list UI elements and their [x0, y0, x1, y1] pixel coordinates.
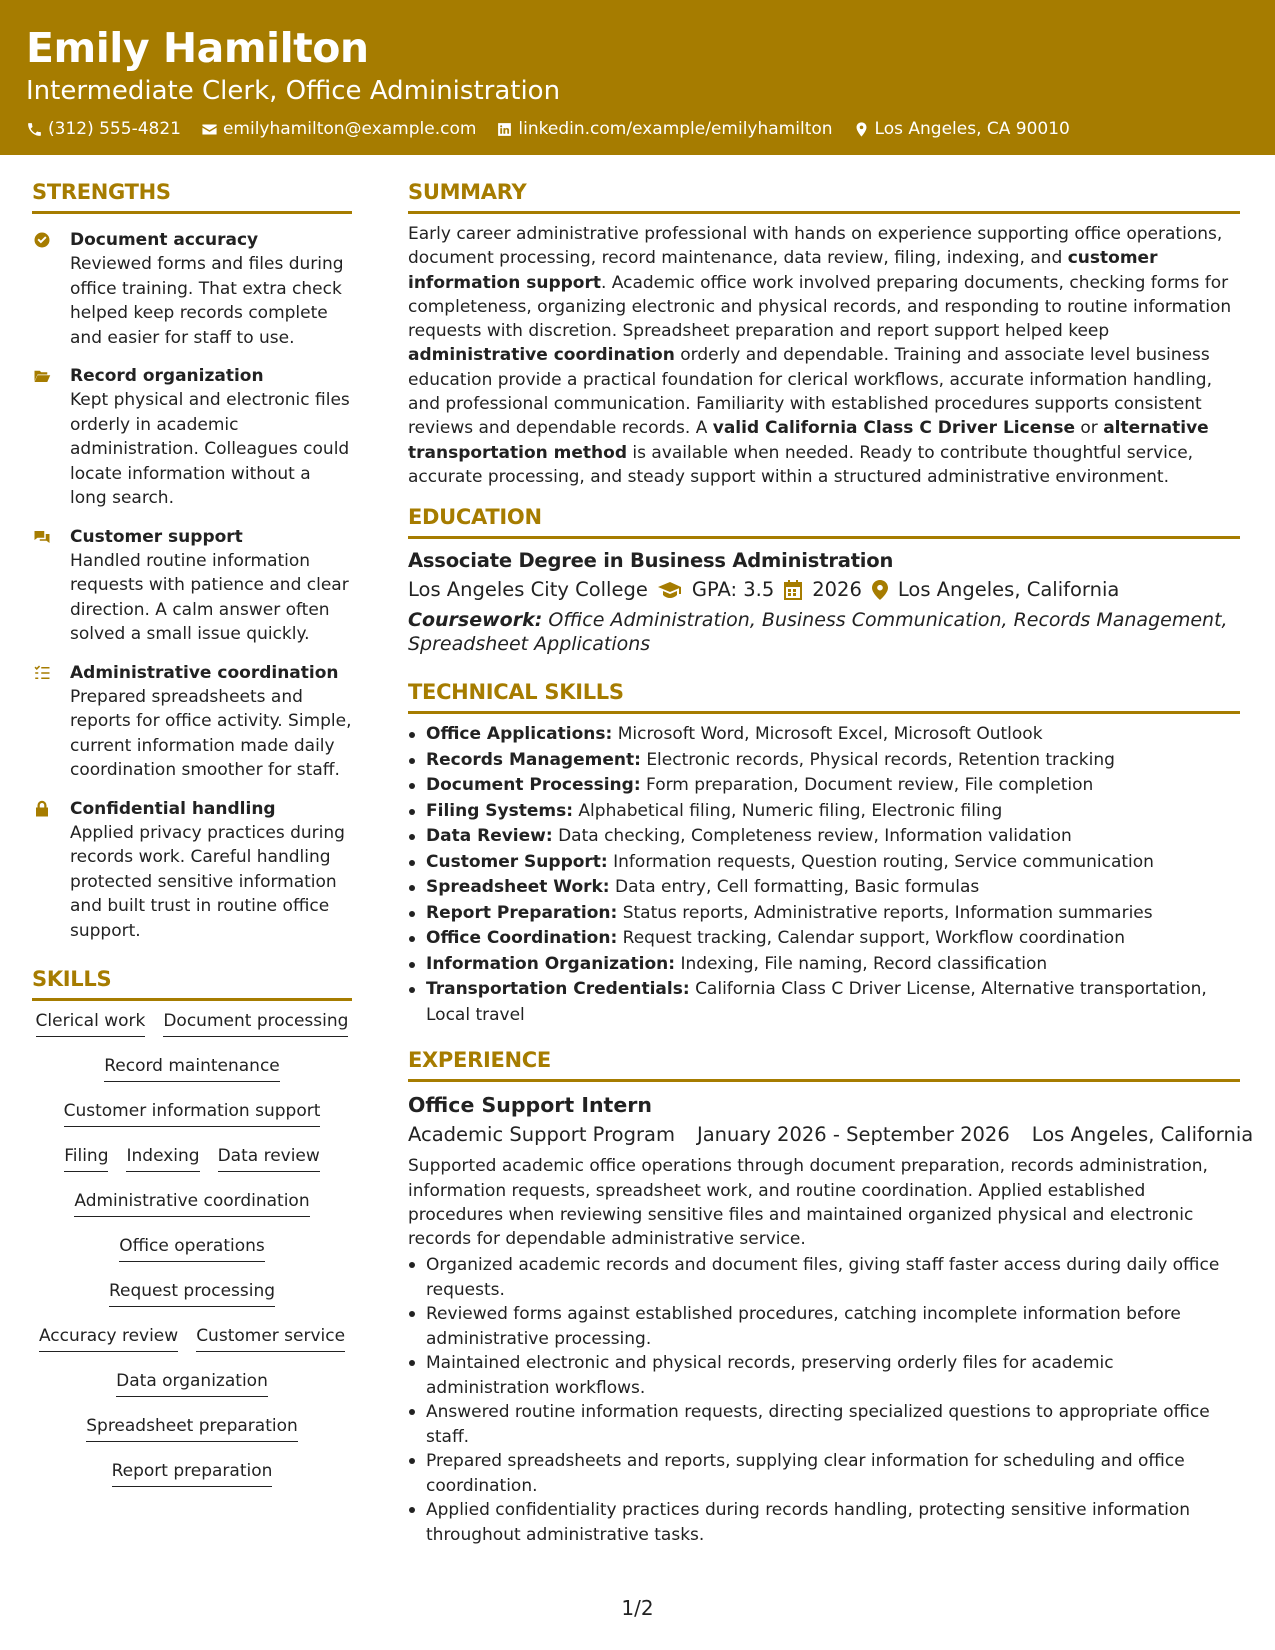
strength-desc: Prepared spreadsheets and reports for office activity. Simple, current information made daily coordination smoother for staff. — [70, 686, 352, 780]
skill-tag: Administrative coordination — [74, 1189, 309, 1217]
summary-highlight: valid California Class C Driver License — [712, 418, 1075, 439]
skill-tag: Clerical work — [36, 1009, 146, 1037]
map-pin-icon — [872, 580, 888, 600]
experience-bullet: Prepared spreadsheets and reports, supplying clear information for scheduling and office coordination. — [408, 1449, 1240, 1498]
contact-phone-text: (312) 555-4821 — [48, 119, 181, 139]
tech-skill-item — [408, 952, 1240, 978]
summary-heading: SUMMARY — [408, 178, 1240, 214]
tech-skill-value: Request tracking, Calendar support, Workflow coordination — [622, 928, 1125, 949]
skill-tag: Spreadsheet preparation — [86, 1414, 298, 1442]
strength-title: Confidential handling — [70, 798, 276, 819]
experience-bullets — [408, 1253, 1240, 1547]
education-coursework — [408, 608, 1240, 656]
tech-skill-item — [408, 799, 1240, 825]
coursework-label: Coursework: — [408, 609, 543, 632]
tech-skill-label: Filing Systems: — [426, 800, 574, 821]
experience-bullet: Maintained electronic and physical records, preserving orderly files for academic administration workflows. — [408, 1351, 1240, 1400]
folder-open-icon — [32, 367, 52, 385]
strengths-heading: STRENGTHS — [32, 178, 352, 214]
contact-linkedin[interactable] — [496, 118, 832, 140]
tech-skill-label: Data Review: — [426, 826, 553, 847]
strength-item — [32, 797, 352, 944]
education-year: 2026 — [812, 578, 862, 602]
strength-desc: Handled routine information requests with patience and clear direction. A calm answer often solved a small issue quickly. — [70, 550, 349, 644]
tech-skill-label: Information Organization: — [426, 953, 676, 974]
tech-skill-item — [408, 901, 1240, 927]
strength-item — [32, 661, 352, 783]
tech-skill-value: Form preparation, Document review, File completion — [646, 775, 1094, 796]
technical-skills-heading: TECHNICAL SKILLS — [408, 678, 1240, 714]
education-location: Los Angeles, California — [897, 578, 1120, 602]
tech-skill-value: California Class C Driver License, Alternative transportation, Local travel — [426, 979, 1207, 1025]
skill-tag: Document processing — [163, 1009, 348, 1037]
summary-highlight: customer information support — [408, 248, 1158, 293]
tech-skill-item — [408, 722, 1240, 748]
experience-heading: EXPERIENCE — [408, 1046, 1240, 1082]
comments-icon — [32, 528, 52, 546]
education-school: Los Angeles City College — [408, 578, 648, 602]
tech-skill-label: Report Preparation: — [426, 902, 618, 923]
coursework-list: Office Administration, Business Communication, Records Management, Spreadsheet Applications — [408, 609, 1228, 656]
tech-skill-item — [408, 824, 1240, 850]
summary-segment: Early career administrative professional with hands on experience supporting office operations, document processing, record maintenance, data review, filing, indexing, and — [408, 224, 1223, 269]
strength-title: Customer support — [70, 526, 243, 547]
lock-icon — [32, 800, 52, 818]
summary-segment: orderly and dependable. Training and associate level business education provide a practical foundation for clerical workflows, accurate information handling, and professional communication. Familiarity with established procedures supports consistent reviews and dependable records. A — [408, 345, 1212, 439]
tech-skill-value: Status reports, Administrative reports, Information summaries — [622, 902, 1153, 923]
tech-skill-value: Alphabetical filing, Numeric filing, Electronic filing — [578, 800, 1003, 821]
experience-company: Academic Support Program — [408, 1123, 675, 1147]
summary-highlight: alternative transportation method — [408, 418, 1209, 463]
tech-skill-value: Data entry, Cell formatting, Basic formulas — [615, 877, 980, 898]
linkedin-icon — [496, 121, 513, 138]
strength-desc: Kept physical and electronic files orderly in academic administration. Colleagues could locate information without a long search. — [70, 390, 350, 508]
tech-skill-value: Indexing, File naming, Record classification — [680, 953, 1048, 974]
experience-dates: January 2026 - September 2026 — [696, 1123, 1010, 1147]
skill-tag: Customer information support — [64, 1099, 321, 1127]
tech-skill-value: Information requests, Question routing, Service communication — [613, 851, 1154, 872]
education-degree: Associate Degree in Business Administration — [408, 549, 894, 573]
experience-details — [408, 1120, 1254, 1150]
skill-tag: Report preparation — [112, 1459, 273, 1487]
tech-skill-label: Spreadsheet Work: — [426, 877, 610, 898]
strength-desc: Applied privacy practices during records work. Careful handling protected sensitive information and built trust in routine office support. — [70, 822, 345, 941]
skill-tag: Customer service — [196, 1324, 345, 1352]
right-column — [408, 178, 1254, 1547]
strength-title: Document accuracy — [70, 230, 259, 250]
strength-title: Administrative coordination — [70, 662, 339, 683]
contact-location-text: Los Angeles, CA 90010 — [874, 119, 1070, 139]
tech-skill-label: Records Management: — [426, 749, 641, 770]
map-pin-icon — [853, 121, 870, 138]
tech-skill-item — [408, 875, 1240, 901]
candidate-title: Intermediate Clerk, Office Administration — [26, 76, 561, 106]
check-circle-icon — [32, 231, 52, 249]
contact-email[interactable] — [201, 118, 476, 140]
tech-skill-item — [408, 773, 1240, 799]
graduation-cap-icon — [658, 580, 682, 600]
skill-tag: Indexing — [126, 1144, 199, 1172]
education-details — [408, 575, 1240, 605]
strength-item — [32, 525, 352, 647]
skills-list — [32, 1009, 352, 1504]
summary-highlight: administrative coordination — [408, 345, 675, 366]
tech-skill-item — [408, 850, 1240, 876]
contact-bar — [26, 118, 1249, 140]
experience-bullet: Answered routine information requests, directing specialized questions to appropriate office staff. — [408, 1400, 1240, 1449]
tech-skill-label: Office Applications: — [426, 724, 613, 745]
strength-item — [32, 364, 352, 511]
tech-skill-label: Transportation Credentials: — [426, 979, 690, 1000]
experience-role: Office Support Intern — [408, 1093, 652, 1118]
strengths-list — [32, 228, 352, 943]
experience-bullet: Organized academic records and document files, giving staff faster access during daily office requests. — [408, 1253, 1240, 1302]
skill-tag: Data review — [218, 1144, 320, 1172]
education-heading: EDUCATION — [408, 503, 1240, 539]
experience-bullet: Applied confidentiality practices during records handling, protecting sensitive information throughout administrative tasks. — [408, 1498, 1240, 1547]
skill-tag: Accuracy review — [39, 1324, 178, 1352]
left-column — [32, 178, 352, 1504]
candidate-name: Emily Hamilton — [26, 24, 369, 72]
resume-header — [0, 0, 1275, 155]
phone-icon — [26, 121, 43, 138]
contact-phone[interactable] — [26, 118, 181, 140]
technical-skills-list — [408, 722, 1240, 1028]
contact-linkedin-text: linkedin.com/example/emilyhamilton — [518, 119, 833, 139]
contact-location — [853, 118, 1070, 140]
skill-tag: Data organization — [116, 1369, 268, 1397]
tech-skill-value: Data checking, Completeness review, Information validation — [558, 826, 1072, 847]
envelope-icon — [201, 121, 218, 138]
summary-segment: or — [1075, 418, 1104, 439]
experience-location: Los Angeles, California — [1031, 1123, 1254, 1147]
summary-segment: . Academic office work involved preparing documents, checking forms for completeness, organizing electronic and physical records, and responding to routine information requests with discretion. Spreadsheet preparation and report support helped keep — [408, 272, 1232, 342]
summary-text — [408, 222, 1240, 489]
strength-item — [32, 228, 352, 350]
skill-tag: Office operations — [119, 1234, 265, 1262]
tech-skill-item — [408, 748, 1240, 774]
experience-description: Supported academic office operations through document preparation, records administration, information requests, spreadsheet work, and routine coordination. Applied established procedures when reviewing sensitive files and maintained organized physical and electronic records for dependable administrative service. — [408, 1156, 1208, 1250]
skill-tag: Filing — [64, 1144, 108, 1172]
tech-skill-item — [408, 926, 1240, 952]
experience-bullet: Reviewed forms against established procedures, catching incomplete information before administrative processing. — [408, 1302, 1240, 1351]
tech-skill-label: Office Coordination: — [426, 928, 618, 949]
calendar-icon — [784, 580, 802, 600]
summary-segment: is available when needed. Ready to contribute thoughtful service, accurate processing, and steady support within a structured administrative environment. — [408, 442, 1194, 487]
contact-email-text: emilyhamilton@example.com — [222, 119, 477, 139]
tech-skill-value: Microsoft Word, Microsoft Excel, Microsoft Outlook — [617, 724, 1043, 745]
skill-tag: Request processing — [109, 1279, 275, 1307]
skills-heading: SKILLS — [32, 965, 352, 1001]
strength-desc: Reviewed forms and files during office training. That extra check helped keep records complete and easier for staff to use. — [70, 254, 344, 348]
tech-skill-item — [408, 977, 1240, 1028]
strength-title: Record organization — [70, 366, 264, 386]
skill-tag: Record maintenance — [104, 1054, 280, 1082]
page-number: 1/2 — [621, 1596, 654, 1620]
education-gpa: GPA: 3.5 — [691, 578, 775, 602]
tech-skill-label: Customer Support: — [426, 851, 608, 872]
list-check-icon — [32, 664, 52, 682]
tech-skill-label: Document Processing: — [426, 775, 641, 796]
tech-skill-value: Electronic records, Physical records, Retention tracking — [646, 749, 1115, 770]
